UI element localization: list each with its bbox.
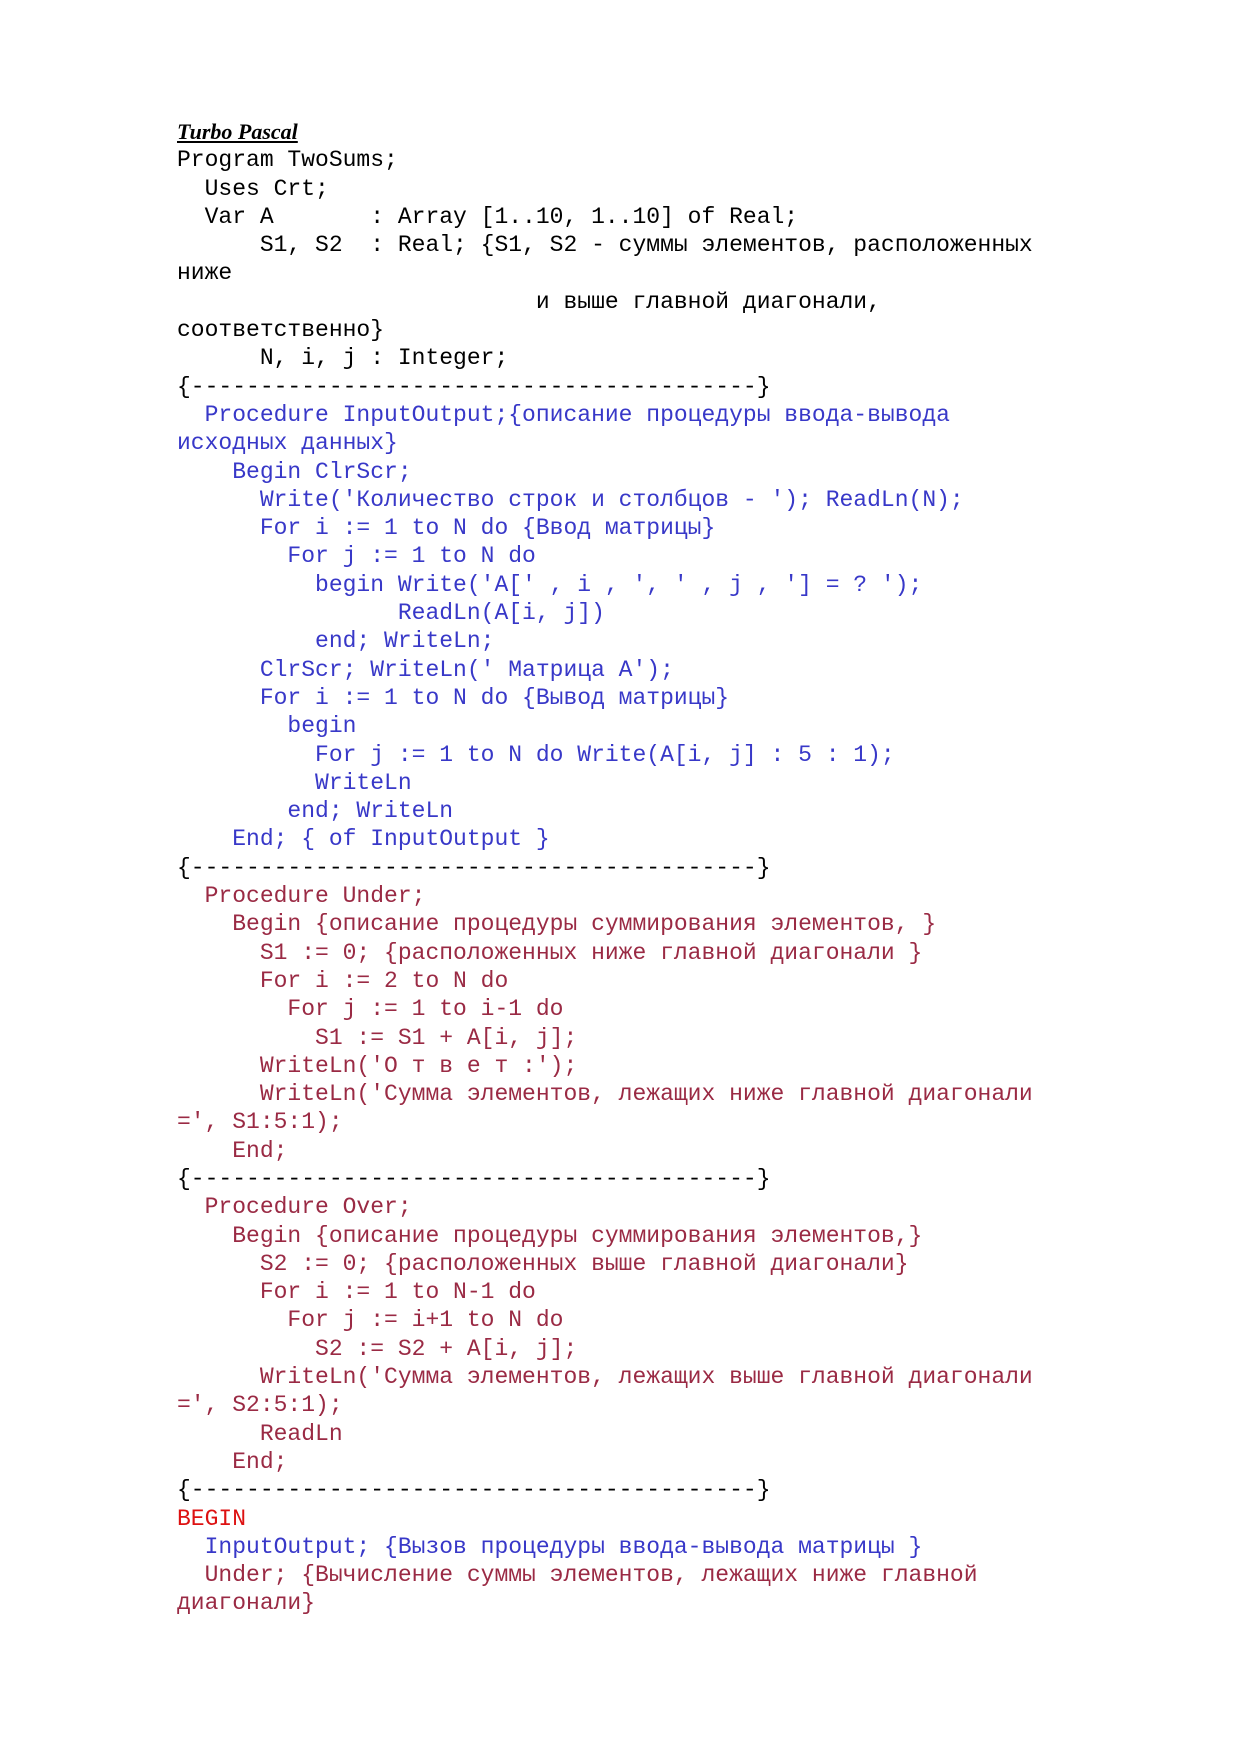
code-line: Begin ClrScr; [177, 458, 412, 485]
code-line: WriteLn('Сумма элементов, лежащих ниже главной диагонали [177, 1081, 1033, 1108]
code-line: S2 := S2 + A[i, j]; [177, 1335, 578, 1362]
code-line: {-----------------------------------------} [177, 854, 771, 881]
code-line: Begin {описание процедуры суммирования элементов, } [177, 911, 937, 938]
code-line: ReadLn [177, 1420, 343, 1447]
code-line: ClrScr; WriteLn(' Матрица A'); [177, 656, 674, 683]
code-line: {-----------------------------------------} [177, 373, 771, 400]
code-line: Program TwoSums; [177, 147, 398, 174]
code-line: диагонали} [177, 1590, 316, 1617]
code-line: Uses Crt; [177, 175, 329, 202]
code-line: End; { of InputOutput } [177, 826, 550, 853]
code-line: begin [177, 713, 357, 740]
code-line: и выше главной диагонали, [177, 288, 881, 315]
code-line: {-----------------------------------------} [177, 1165, 771, 1192]
code-line: Begin {описание процедуры суммирования элементов,} [177, 1222, 923, 1249]
code-line: end; WriteLn; [177, 628, 495, 655]
document-title: Turbo Pascal [177, 119, 298, 144]
code-line: WriteLn [177, 769, 412, 796]
code-line: End; [177, 1448, 288, 1475]
code-line: For j := 1 to N do [177, 543, 536, 570]
code-line: N, i, j : Integer; [177, 345, 509, 372]
code-line: =', S2:5:1); [177, 1392, 343, 1419]
code-line: For j := i+1 to N do [177, 1307, 564, 1334]
code-line: =', S1:5:1); [177, 1109, 343, 1136]
code-line: соответственно} [177, 317, 385, 344]
code-line: Var A : Array [1..10, 1..10] of Real; [177, 203, 799, 230]
code-line: Write('Количество строк и столбцов - '); ReadLn(N); [177, 486, 964, 513]
code-line: ReadLn(A[i, j]) [177, 600, 605, 627]
code-line: Procedure InputOutput;{описание процедуры ввода-вывода [177, 401, 950, 428]
code-line: Under; {Вычисление суммы элементов, лежащих ниже главной [177, 1562, 978, 1589]
code-line: Procedure Under; [177, 883, 426, 910]
code-listing [177, 146, 1177, 1617]
code-line: Procedure Over; [177, 1194, 412, 1221]
code-line: For i := 1 to N do {Вывод матрицы} [177, 684, 730, 711]
code-line: S1 := 0; {расположенных ниже главной диагонали } [177, 939, 923, 966]
code-line: ниже [177, 260, 233, 287]
code-line: S1, S2 : Real; {S1, S2 - суммы элементов, расположенных [177, 232, 1033, 259]
code-line: begin Write('A[' , i , ', ' , j , '] = ? '); [177, 571, 923, 598]
code-line: исходных данных} [177, 430, 398, 457]
code-line: S2 := 0; {расположенных выше главной диагонали} [177, 1250, 909, 1277]
code-line: For j := 1 to N do Write(A[i, j] : 5 : 1); [177, 741, 895, 768]
code-line: For j := 1 to i-1 do [177, 996, 564, 1023]
code-line: WriteLn('О т в е т :'); [177, 1052, 578, 1079]
code-line: WriteLn('Сумма элементов, лежащих выше главной диагонали [177, 1364, 1033, 1391]
code-line: For i := 1 to N do {Ввод матрицы} [177, 515, 716, 542]
code-line: end; WriteLn [177, 798, 454, 825]
code-line: InputOutput; {Вызов процедуры ввода-вывода матрицы } [177, 1533, 923, 1560]
code-line: S1 := S1 + A[i, j]; [177, 1024, 578, 1051]
code-line: BEGIN [177, 1505, 247, 1532]
code-line: {-----------------------------------------} [177, 1477, 771, 1504]
code-line: For i := 1 to N-1 do [177, 1279, 536, 1306]
document-page [177, 118, 1177, 1618]
code-line: End; [177, 1137, 288, 1164]
code-line: For i := 2 to N do [177, 967, 509, 994]
